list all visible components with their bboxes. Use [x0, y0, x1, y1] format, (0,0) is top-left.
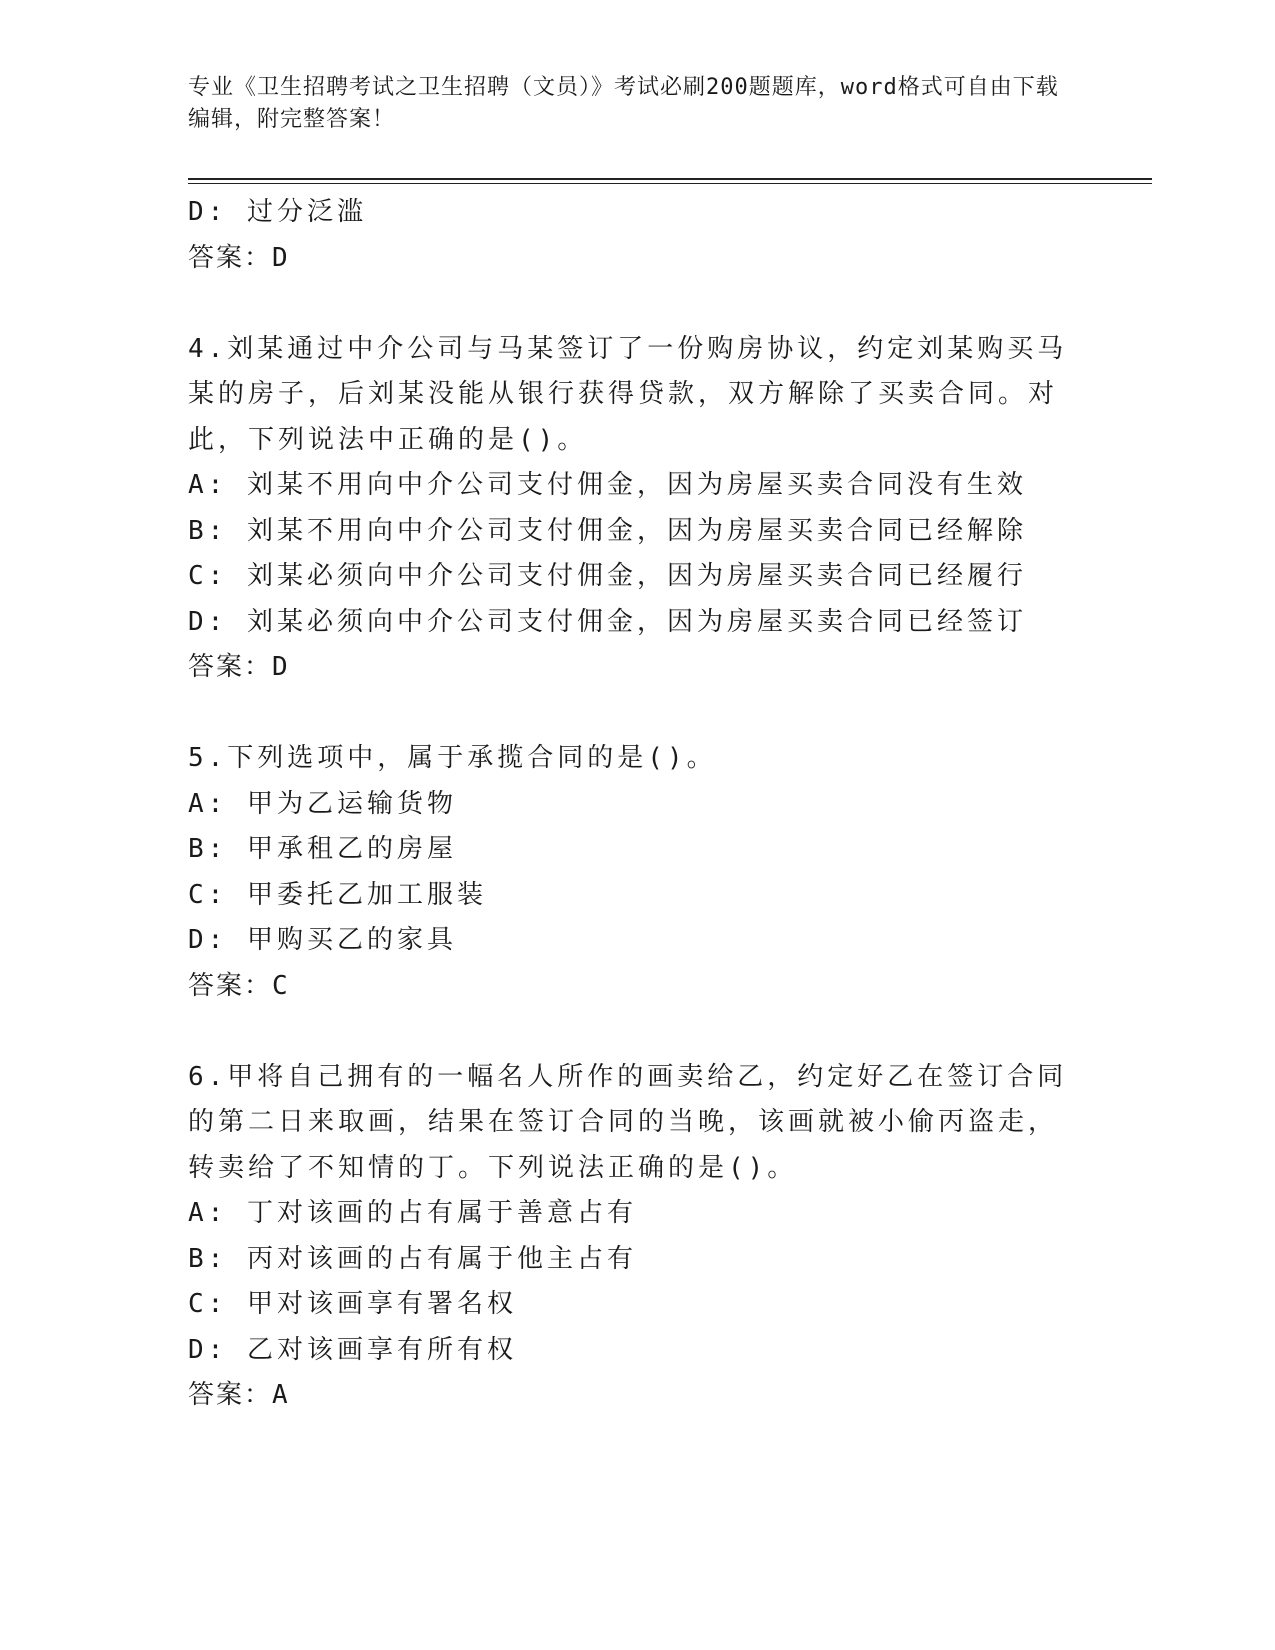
option-c: C: 甲对该画享有署名权: [188, 1289, 517, 1319]
option-c: C: 甲委托乙加工服装: [188, 879, 487, 910]
option-d: D: 甲购买乙的家具: [188, 925, 457, 955]
question-text: 6.甲将自己拥有的一幅名人所作的画卖给乙，约定好乙在签订合同的第二日来取画，结果在签订合同的当晚，该画就被小偷丙盗走，转卖给了不知情的丁。下列说法正确的是()。: [188, 1061, 1068, 1183]
spacer: [188, 1009, 1068, 1055]
option-d: D: 乙对该画享有所有权: [188, 1334, 517, 1365]
option-b: B: 刘某不用向中介公司支付佣金，因为房屋买卖合同已经解除: [188, 515, 1027, 546]
question-text: 5.下列选项中，属于承揽合同的是()。: [188, 743, 717, 773]
option-d: D: 刘某必须向中介公司支付佣金，因为房屋买卖合同已经签订: [188, 606, 1027, 637]
header-rule-thin: [188, 183, 1152, 184]
prev-answer: 答案：D: [188, 242, 290, 273]
question-4: [188, 327, 1068, 691]
answer: 答案：C: [188, 970, 290, 1001]
page-header: 专业《卫生招聘考试之卫生招聘（文员）》考试必刷200题题库，word格式可自由下载编辑，附完整答案！: [188, 75, 1059, 132]
option-a: A: 甲为乙运输货物: [188, 788, 457, 819]
spacer: [188, 281, 1068, 327]
question-content: [188, 190, 1068, 1419]
option-b: B: 丙对该画的占有属于他主占有: [188, 1243, 637, 1274]
question-5: [188, 736, 1068, 1009]
option-a: A: 丁对该画的占有属于善意占有: [188, 1198, 637, 1228]
answer: 答案：A: [188, 1380, 290, 1410]
option-c: C: 刘某必须向中介公司支付佣金，因为房屋买卖合同已经履行: [188, 561, 1027, 591]
question-6: [188, 1055, 1068, 1419]
option-a: A: 刘某不用向中介公司支付佣金，因为房屋买卖合同没有生效: [188, 470, 1027, 500]
answer: 答案：D: [188, 652, 290, 682]
header-rule-thick: [188, 178, 1152, 180]
option-b: B: 甲承租乙的房屋: [188, 834, 457, 864]
prev-option-d: D: 过分泛滥: [188, 197, 367, 227]
spacer: [188, 691, 1068, 737]
question-text: 4.刘某通过中介公司与马某签订了一份购房协议，约定刘某购买马某的房子，后刘某没能从银行获得贷款，双方解除了买卖合同。对此，下列说法中正确的是()。: [188, 333, 1068, 455]
